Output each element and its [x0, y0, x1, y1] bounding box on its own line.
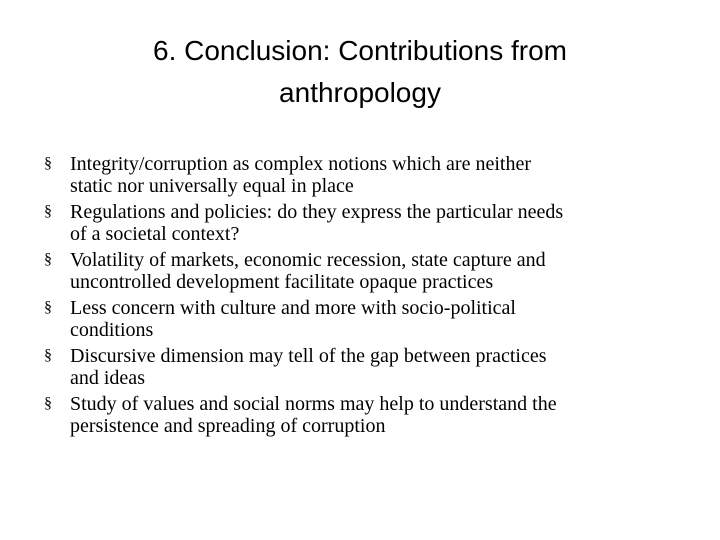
slide-title-line-1: 6. Conclusion: Contributions from [153, 35, 567, 66]
bullet-text-line-2: of a societal context? [70, 223, 240, 245]
bullet-item [44, 345, 684, 389]
bullet-item [44, 201, 684, 245]
bullet-marker-icon: § [44, 155, 52, 172]
bullet-list [44, 153, 684, 441]
bullet-item [44, 153, 684, 197]
bullet-text-line-2: uncontrolled development facilitate opaque practices [70, 271, 494, 293]
bullet-item [44, 393, 684, 437]
bullet-marker-icon: § [44, 251, 52, 268]
bullet-text-line-1: Study of values and social norms may help to understand the [70, 393, 557, 415]
bullet-text-line-1: Less concern with culture and more with socio-political [70, 297, 516, 319]
bullet-text-line-2: static nor universally equal in place [70, 175, 354, 197]
bullet-item [44, 249, 684, 293]
bullet-text-line-2: and ideas [70, 367, 145, 389]
bullet-text-line-1: Volatility of markets, economic recession, state capture and [70, 249, 546, 271]
bullet-text-line-1: Discursive dimension may tell of the gap between practices [70, 345, 547, 367]
slide-title [60, 30, 660, 114]
bullet-text-line-1: Regulations and policies: do they express the particular needs [70, 201, 564, 223]
bullet-text-line-2: persistence and spreading of corruption [70, 415, 386, 437]
bullet-marker-icon: § [44, 299, 52, 316]
bullet-marker-icon: § [44, 347, 52, 364]
bullet-marker-icon: § [44, 395, 52, 412]
bullet-text-line-1: Integrity/corruption as complex notions which are neither [70, 153, 531, 175]
bullet-marker-icon: § [44, 203, 52, 220]
slide-title-line-2: anthropology [279, 77, 441, 108]
bullet-item [44, 297, 684, 341]
bullet-text-line-2: conditions [70, 319, 154, 341]
